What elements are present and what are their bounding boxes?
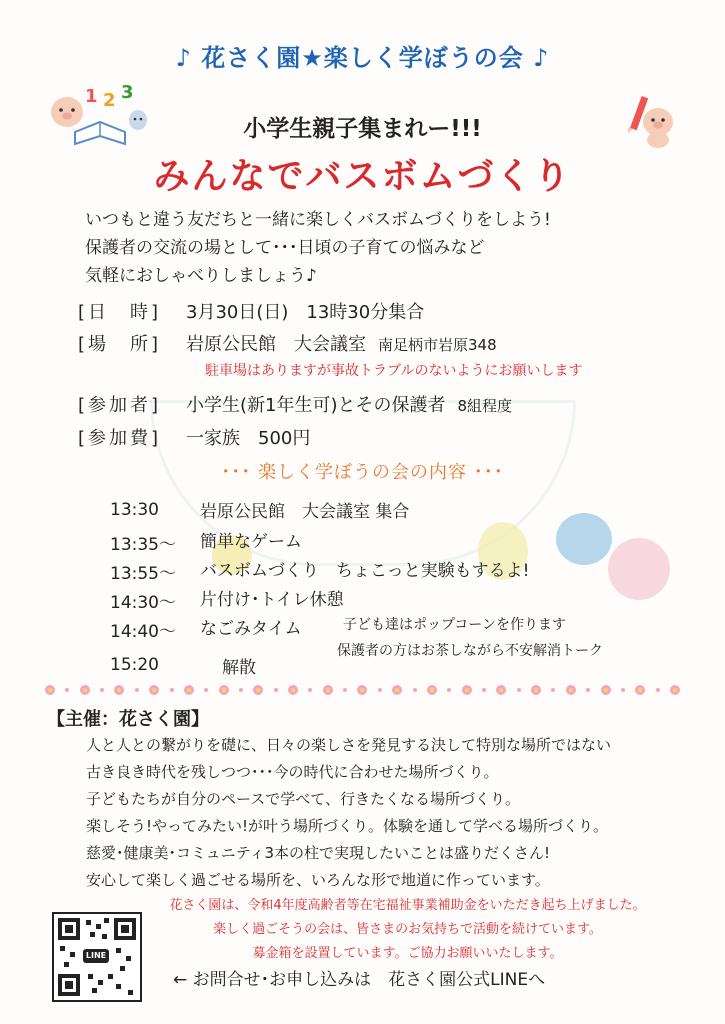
divider-dot [135, 688, 139, 692]
flower-icon [253, 685, 263, 695]
svg-text:3: 3 [121, 82, 134, 103]
organizer-line: 人と人との繋がりを礎に、日々の楽しさを発見する決して特別な場所ではない [86, 736, 612, 754]
info-fee [78, 424, 310, 450]
organizer-line: 古き良き時代を残しつつ･･･今の時代に合わせた場所づくり。 [86, 763, 499, 781]
divider-dot [517, 688, 521, 692]
info-participants [78, 391, 512, 417]
contact-line: ← お問合せ･お申し込みは 花さく園公式LINEへ [173, 970, 546, 990]
divider-dot [551, 688, 555, 692]
flower-icon [531, 685, 541, 695]
info-date-label: [日 時] [78, 302, 162, 323]
schedule-activity: 岩原公民館 大会議室 集合 [200, 502, 410, 522]
organizer-heading: 【主催：花さく園】 [47, 709, 209, 730]
divider-dot [65, 688, 69, 692]
info-place-value: 岩原公民館 大会議室 [186, 334, 366, 355]
flower-icon [149, 685, 159, 695]
schedule-activity: なごみタイム [200, 619, 302, 639]
flower-icon [601, 685, 611, 695]
info-place [78, 330, 497, 356]
funding-note: 花さく園は、令和4年度高齢者等在宅福祉事業補助金をいただき起ち上げました。 [169, 898, 646, 913]
info-date [78, 298, 424, 324]
info-participants-value: 小学生(新1年生可)とその保護者 [186, 395, 446, 416]
divider-dot [378, 688, 382, 692]
organizer-line: 子どもたちが自分のペースで学べて、行きたくなる場所づくり。 [86, 790, 520, 808]
event-series-title: ♪ 花さく園★楽しく学ぼうの会 ♪ [175, 44, 550, 72]
schedule-time: 13:35～ [110, 535, 176, 555]
flower-icon [462, 685, 472, 695]
flower-icon [323, 685, 333, 695]
flower-icon [392, 685, 402, 695]
bath-bomb-pink [608, 538, 670, 600]
organizer-line: 慈愛･健康美･コミュニティ3本の柱で実現したいことは盛りだくさん! [86, 844, 551, 862]
divider-dot [170, 688, 174, 692]
info-place-label: [場 所] [78, 334, 162, 355]
intro-line: 気軽におしゃべりしましょう♪ [85, 266, 317, 286]
schedule-activity: 片付け･トイレ休憩 [200, 590, 344, 610]
info-place-address: 南足柄市岩原348 [378, 336, 497, 354]
schedule-activity: 簡単なゲーム [200, 532, 302, 552]
divider-dot [239, 688, 243, 692]
divider-dot [447, 688, 451, 692]
schedule-heading: ･･･ 楽しく学ぼうの会の内容 ･･･ [221, 462, 504, 483]
schedule-note: 保護者の方はお茶しながら不安解消トーク [337, 643, 603, 659]
divider-dot [621, 688, 625, 692]
main-title: みんなでバスボムづくり [153, 156, 572, 197]
divider-dot [413, 688, 417, 692]
schedule-time: 14:40～ [110, 622, 176, 642]
line-qr-code[interactable] [52, 912, 142, 1002]
flower-icon [288, 685, 298, 695]
schedule-activity: 解散 [222, 658, 256, 678]
schedule-time: 13:55～ [110, 564, 176, 584]
intro-line: 保護者の交流の場として･･･日頃の子育ての悩みなど [85, 238, 485, 258]
flower-icon [114, 685, 124, 695]
schedule-time: 13:30 [110, 500, 159, 520]
svg-text:2: 2 [103, 90, 116, 111]
flower-icon [45, 685, 55, 695]
line-badge: LINE [83, 949, 109, 963]
flower-icon [635, 685, 645, 695]
flower-icon [670, 685, 680, 695]
flower-icon [496, 685, 506, 695]
organizer-line: 安心して楽しく過ごせる場所を、いろんな形で地道に作っています。 [86, 871, 550, 889]
divider-dot [308, 688, 312, 692]
schedule-activity: バスボムづくり ちょこっと実験もするよ! [200, 561, 530, 581]
flower-icon [219, 685, 229, 695]
subtitle: 小学生親子集まれー!!! [243, 116, 482, 142]
intro-text [85, 206, 551, 290]
organizer-line: 楽しそう!やってみたい!が叶う場所づくり。体験を通して学べる場所づくり。 [86, 817, 609, 835]
flower-divider [45, 683, 680, 697]
schedule-time: 15:20 [110, 655, 159, 675]
donation-note: 募金箱を設置しています。ご協力お願いいたします。 [252, 946, 563, 961]
divider-dot [586, 688, 590, 692]
parking-note: 駐車場はありますが事故トラブルのないようにお願いします [205, 363, 583, 379]
divider-dot [482, 688, 486, 692]
svg-text:1: 1 [85, 86, 98, 107]
divider-dot [100, 688, 104, 692]
bath-bomb-blue [556, 513, 612, 565]
info-fee-value: 一家族 500円 [186, 428, 311, 449]
schedule-time: 14:30～ [110, 593, 176, 613]
info-participants-label: [参加者] [78, 395, 162, 416]
info-fee-label: [参加費] [78, 428, 162, 449]
divider-dot [656, 688, 660, 692]
schedule-note: 子ども達はポップコーンを作ります [343, 617, 567, 633]
info-date-value: 3月30日(日) 13時30分集合 [186, 302, 425, 323]
divider-dot [343, 688, 347, 692]
flower-icon [427, 685, 437, 695]
intro-line: いつもと違う友だちと一緒に楽しくバスボムづくりをしよう! [85, 210, 551, 230]
flower-icon [357, 685, 367, 695]
flower-icon [80, 685, 90, 695]
activity-note: 楽しく過ごそうの会は、皆さまのお気持ちで活動を続けています。 [213, 922, 602, 937]
info-participants-note: 8組程度 [457, 397, 513, 415]
flower-icon [184, 685, 194, 695]
divider-dot [204, 688, 208, 692]
divider-dot [274, 688, 278, 692]
flower-icon [566, 685, 576, 695]
organizer-description [86, 732, 611, 894]
